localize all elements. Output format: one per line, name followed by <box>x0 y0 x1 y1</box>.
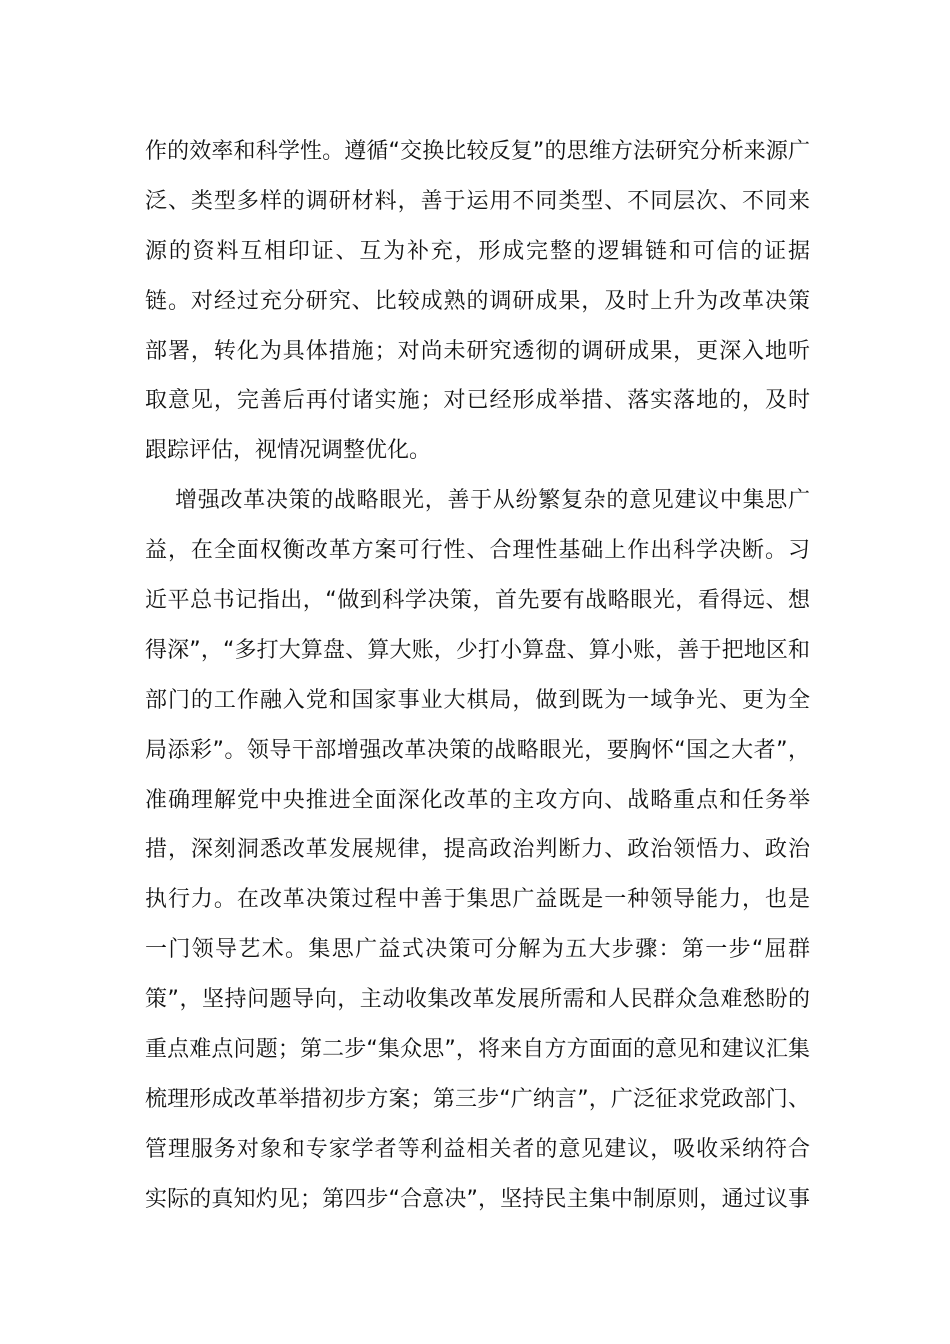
text-line: 重点难点问题；第二步“集众思”，将来自方方面面的意见和建议汇集 <box>145 1037 810 1063</box>
text-line: 部门的工作融入党和国家事业大棋局，做到既为一域争光、更为全 <box>145 687 810 713</box>
text-line: 准确理解党中央推进全面深化改革的主攻方向、战略重点和任务举 <box>145 787 810 813</box>
text-line: 跟踪评估，视情况调整优化。 <box>145 438 432 464</box>
text-line: 实际的真知灼见；第四步“合意决”，坚持民主集中制原则，通过议事 <box>145 1186 810 1212</box>
text-line: 益，在全面权衡改革方案可行性、合理性基础上作出科学决断。习 <box>145 538 810 564</box>
text-line: 作的效率和科学性。遵循“交换比较反复”的思维方法研究分析来源广 <box>145 139 810 164</box>
text-line: 泛、类型多样的调研材料，善于运用不同类型、不同层次、不同来 <box>145 188 810 214</box>
text-line: 局添彩”。领导干部增强改革决策的战略眼光，要胸怀“国之大者”， <box>145 737 810 763</box>
text-line: 部署，转化为具体措施；对尚未研究透彻的调研成果，更深入地听 <box>145 338 810 364</box>
text-line: 链。对经过充分研究、比较成熟的调研成果，及时上升为改革决策 <box>145 288 810 314</box>
text-line: 取意见，完善后再付诸实施；对已经形成举措、落实落地的，及时 <box>145 388 810 414</box>
text-line: 梳理形成改革举措初步方案；第三步“广纳言”，广泛征求党政部门、 <box>145 1086 810 1112</box>
text-line: 策”，坚持问题导向，主动收集改革发展所需和人民群众急难愁盼的 <box>145 987 810 1013</box>
body-text <box>145 127 810 1225</box>
text-line: 近平总书记指出，“做到科学决策，首先要有战略眼光，看得远、想 <box>145 588 810 614</box>
text-line: 管理服务对象和专家学者等利益相关者的意见建议，吸收采纳符合 <box>145 1136 810 1162</box>
text-line: 执行力。在改革决策过程中善于集思广益既是一种领导能力，也是 <box>145 887 810 913</box>
paragraph-first-line: 增强改革决策的战略眼光，善于从纷繁复杂的意见建议中集思广 <box>175 488 810 514</box>
text-line: 得深”，“多打大算盘、算大账，少打小算盘、算小账，善于把地区和 <box>145 637 810 663</box>
text-line: 源的资料互相印证、互为补充，形成完整的逻辑链和可信的证据 <box>145 238 810 264</box>
text-line: 措，深刻洞悉改革发展规律，提高政治判断力、政治领悟力、政治 <box>145 837 810 863</box>
text-line: 一门领导艺术。集思广益式决策可分解为五大步骤：第一步“屈群 <box>145 937 810 963</box>
